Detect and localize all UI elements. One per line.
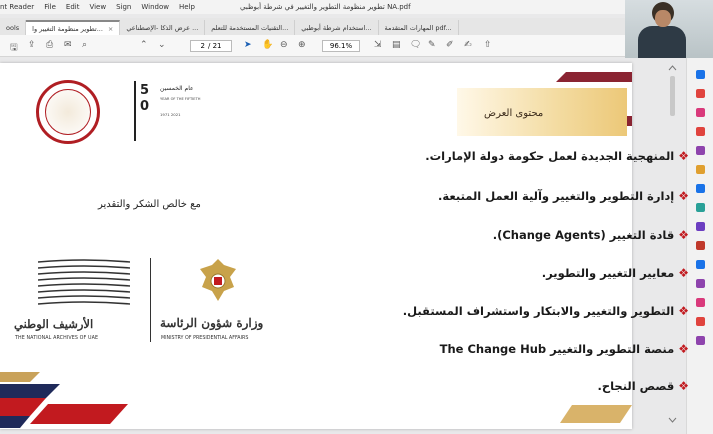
list-item — [403, 304, 689, 318]
combine-files-icon[interactable] — [696, 184, 705, 193]
police-emblem-logo — [36, 80, 100, 144]
archives-english-name: THE NATIONAL ARCHIVES OF UAE — [15, 336, 99, 341]
tools-side-panel — [686, 58, 713, 434]
corner-decoration-bottom — [560, 405, 632, 425]
menu-sign[interactable]: Sign — [116, 3, 132, 11]
tab-tools[interactable] — [0, 20, 26, 35]
diamond-bullet-icon: ❖ — [678, 304, 689, 318]
diamond-bullet-icon: ❖ — [678, 379, 689, 393]
menu-window[interactable]: Window — [141, 3, 169, 11]
archives-lines-icon — [38, 258, 130, 308]
menu-bar — [0, 3, 195, 11]
select-cursor-icon[interactable]: ➤ — [244, 40, 252, 50]
share-icon[interactable]: ⇧ — [484, 40, 492, 50]
scroll-mode-icon[interactable]: ▤ — [392, 40, 401, 50]
window-title: تطوير منظومة التطوير والتغيير في شرطة أبوظبي NA.pdf — [240, 3, 411, 11]
list-item — [597, 379, 689, 393]
list-item — [438, 189, 689, 203]
page-number-field[interactable] — [190, 40, 232, 52]
fifty-english: YEAR OF THE FIFTIETH — [160, 97, 201, 101]
participant-face — [655, 10, 671, 27]
ministry-english-name: MINISTRY OF PRESIDENTIAL AFFAIRS — [161, 336, 249, 341]
comment-tool-icon[interactable] — [696, 165, 705, 174]
tab-document-4[interactable] — [295, 20, 378, 35]
search-icon[interactable]: ⌕ — [82, 40, 88, 50]
ministry-arabic-name: وزارة شؤون الرئاسة — [160, 316, 264, 330]
tab-label: استخدام شرطة أبوظبي... — [301, 23, 372, 32]
menu-help[interactable]: Help — [178, 3, 195, 11]
bullet-text: منصة التطوير والتغيير The Change Hub — [439, 342, 675, 356]
diamond-bullet-icon: ❖ — [678, 342, 689, 356]
menu-view[interactable]: View — [89, 3, 107, 11]
vertical-scrollbar[interactable] — [668, 64, 677, 424]
uae-falcon-emblem-icon — [196, 257, 240, 303]
tab-document-2[interactable] — [120, 20, 205, 35]
list-item — [440, 342, 689, 356]
menu-edit[interactable]: Edit — [65, 3, 80, 11]
bullet-text: المنهجية الجديدة لعمل حكومة دولة الإمارات. — [425, 149, 675, 163]
tab-label: المهارات المتقدمة pdf... — [384, 23, 452, 32]
print-icon[interactable]: ⎙ — [46, 40, 54, 50]
menu-file[interactable]: File — [44, 3, 56, 11]
corner-decoration-left — [0, 370, 130, 434]
close-icon[interactable]: × — [107, 24, 114, 33]
organize-pages-icon[interactable] — [696, 146, 705, 155]
zoom-out-icon[interactable]: ⊖ — [280, 40, 288, 50]
title-bar — [0, 0, 713, 14]
mail-icon[interactable]: ✉ — [64, 40, 72, 50]
diamond-bullet-icon: ❖ — [678, 149, 689, 163]
highlight-icon[interactable]: ✐ — [446, 40, 454, 50]
protect-icon[interactable] — [696, 222, 705, 231]
tab-label: تطوير منظومة التغيير وا... — [32, 24, 103, 33]
bullet-text: قادة التغيير (Change Agents). — [492, 228, 675, 242]
logo-divider — [150, 258, 151, 342]
fifty-digit-top: 5 — [140, 83, 150, 98]
upload-icon[interactable]: ⇪ — [28, 40, 36, 50]
diamond-bullet-icon: ❖ — [678, 266, 689, 280]
scan-icon[interactable] — [696, 203, 705, 212]
sign-icon[interactable]: ✍ — [464, 40, 472, 50]
fifty-years: 1971 2021 — [160, 112, 181, 117]
tab-label: ools — [6, 23, 20, 32]
tab-active-document[interactable] — [26, 20, 120, 35]
tab-document-3[interactable] — [205, 20, 295, 35]
archives-arabic-name: الأرشيف الوطني — [14, 317, 94, 331]
fit-page-icon[interactable]: ⇲ — [374, 40, 382, 50]
year-of-fiftieth-logo — [134, 81, 206, 141]
zoom-tool-icon[interactable] — [696, 70, 705, 79]
stamp-icon[interactable] — [696, 336, 705, 345]
export-pdf-icon[interactable] — [696, 127, 705, 136]
zoom-value: 96.1% — [329, 42, 353, 50]
tab-label: التقنيات المستخدمة للتعلم... — [211, 23, 289, 32]
menu-app[interactable]: nt Reader — [0, 3, 35, 11]
create-pdf-icon[interactable] — [696, 89, 705, 98]
tab-document-5[interactable] — [379, 20, 459, 35]
thanks-text: مع خالص الشكر والتقدير — [98, 199, 201, 210]
list-item — [425, 149, 689, 163]
edit-pdf-icon[interactable] — [696, 108, 705, 117]
bullet-text: معايير التغيير والتطوير. — [541, 266, 675, 280]
comment-icon[interactable]: 🗨 — [410, 40, 422, 50]
bullet-text: قصص النجاح. — [597, 379, 675, 393]
page-up-icon[interactable]: ⌃ — [140, 40, 148, 50]
request-sign-icon[interactable] — [696, 279, 705, 288]
list-item — [493, 228, 689, 242]
bullet-text: التطوير والتغيير والابتكار واستشراف المستقبل. — [402, 304, 675, 318]
page-down-icon[interactable]: ⌄ — [158, 40, 166, 50]
diamond-bullet-icon: ❖ — [678, 189, 689, 203]
pen-icon[interactable]: ✎ — [428, 40, 436, 50]
more-tools-icon[interactable] — [696, 298, 705, 307]
document-tab-bar — [0, 18, 625, 35]
fill-sign-icon[interactable] — [696, 260, 705, 269]
hand-tool-icon[interactable]: ✋ — [262, 40, 274, 50]
redact-icon[interactable] — [696, 317, 705, 326]
fifty-arabic: عام الخمسين — [160, 85, 194, 92]
participant-body — [638, 26, 686, 58]
bullet-text: إدارة التطوير والتغيير وآلية العمل المتبعة. — [438, 189, 675, 203]
page-current: 2 — [200, 42, 205, 50]
save-icon[interactable]: 🖫 — [10, 43, 18, 53]
list-item — [542, 266, 689, 280]
zoom-select[interactable] — [322, 40, 360, 52]
fifty-digit-bottom: 0 — [140, 99, 150, 114]
tab-label: عرض الذكا -الإصطناعي ... — [126, 23, 199, 32]
slide-title: محتوى العرض — [484, 108, 544, 119]
compress-icon[interactable] — [696, 241, 705, 250]
diamond-bullet-icon: ❖ — [678, 228, 689, 242]
zoom-in-icon[interactable]: ⊕ — [298, 40, 306, 50]
page-total: / 21 — [207, 42, 222, 50]
